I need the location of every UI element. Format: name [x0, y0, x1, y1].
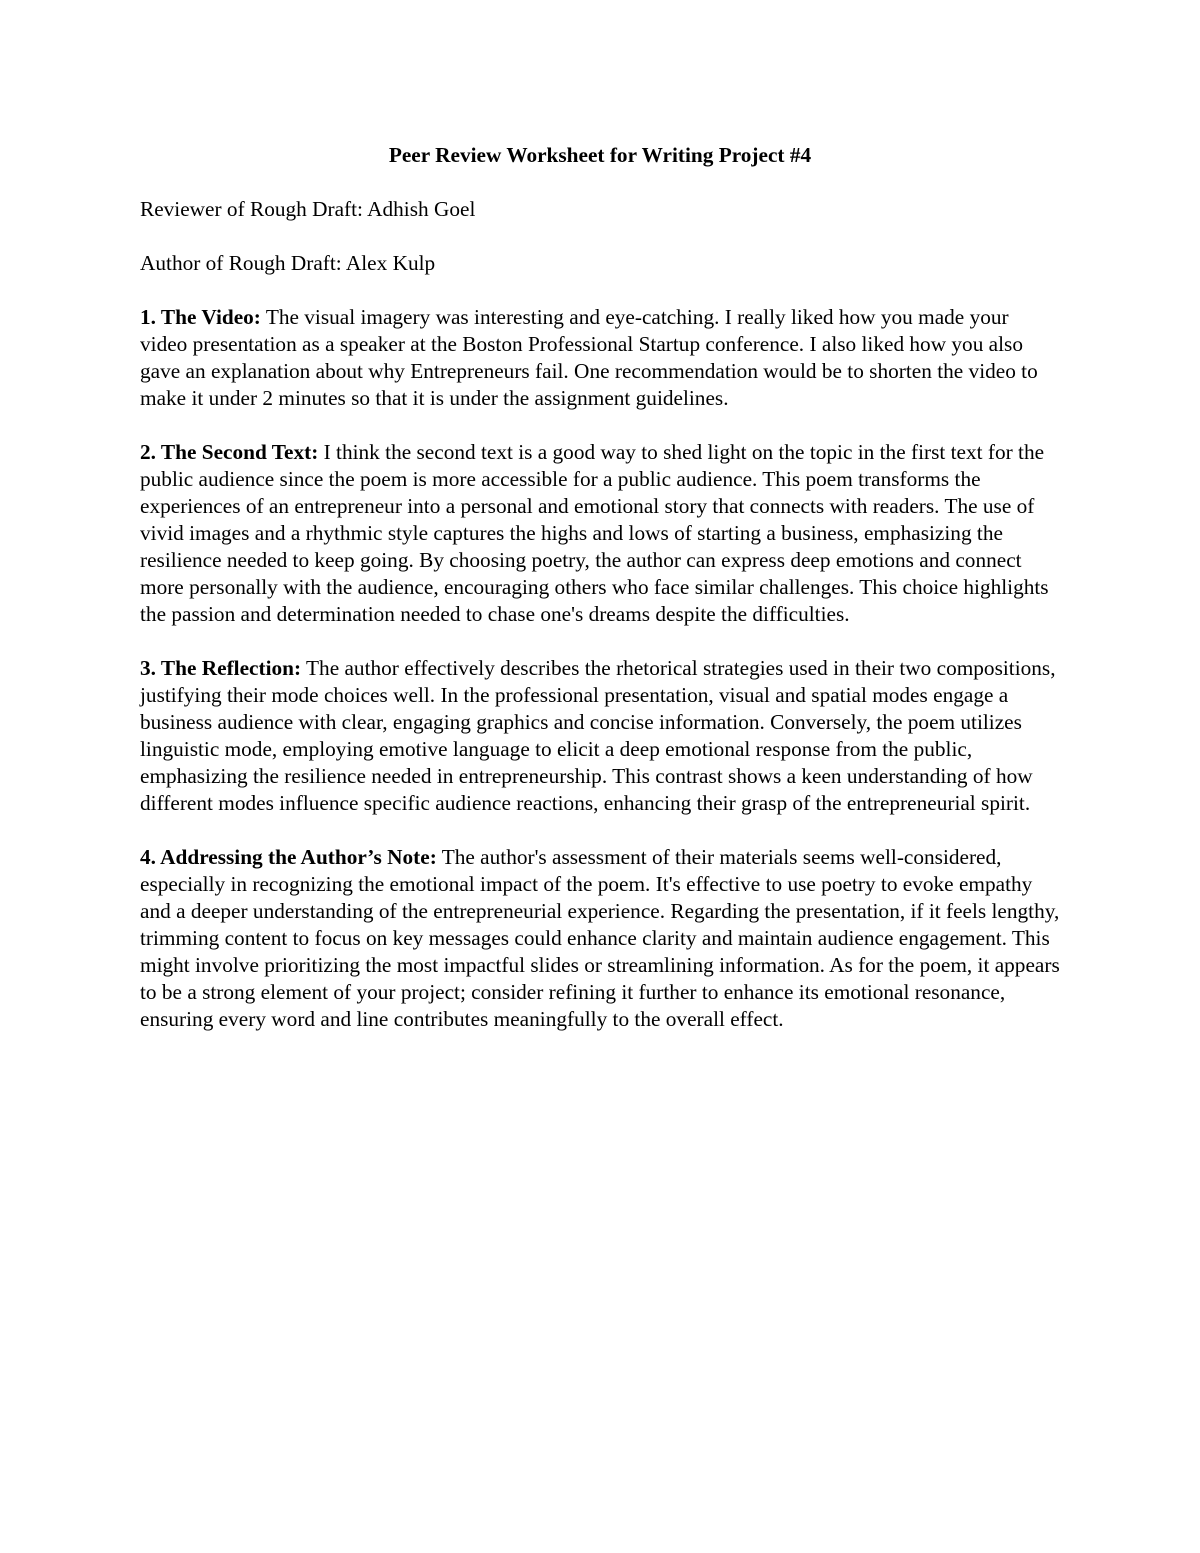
reviewer-line: Reviewer of Rough Draft: Adhish Goel — [140, 197, 476, 221]
section-authors-note — [140, 844, 1060, 1033]
document-title: Peer Review Worksheet for Writing Project #4 — [388, 143, 812, 167]
section-text: The author's assessment of their materials seems well-considered, especially in recognizing the emotional impact of the poem. It's effective to use poetry to evoke empathy and a deeper understanding of the entrepreneurial experience. Regarding the presentation, if it feels lengthy, trimming content to focus on key messages could enhance clarity and maintain audience engagement. This might involve prioritizing the most impactful slides or streamlining information. As for the poem, it appears to be a strong element of your project; consider refining it further to enhance its emotional resonance, ensuring every word and line contributes meaningfully to the overall effect. — [140, 845, 1060, 1031]
section-text: The author effectively describes the rhetorical strategies used in their two compositions, justifying their mode choices well. In the professional presentation, visual and spatial modes engage a business audience with clear, engaging graphics and concise information. Conversely, the poem utilizes linguistic mode, employing emotive language to elicit a deep emotional response from the public, emphasizing the resilience needed in entrepreneurship. This contrast shows a keen understanding of how different modes influence specific audience reactions, enhancing their grasp of the entrepreneurial spirit. — [140, 656, 1056, 815]
author-line: Author of Rough Draft: Alex Kulp — [140, 251, 436, 275]
section-reflection — [140, 655, 1060, 817]
section-heading: 4. Addressing the Author’s Note: — [140, 845, 437, 869]
section-heading: 2. The Second Text: — [140, 440, 319, 464]
document-body — [140, 142, 1060, 1060]
section-text: The visual imagery was interesting and eye-catching. I really liked how you made your video presentation as a speaker at the Boston Professional Startup conference. I also liked how you also gave an explanation about why Entrepreneurs fail. One recommendation would be to shorten the video to make it under 2 minutes so that it is under the assignment guidelines. — [140, 305, 1038, 410]
section-text: I think the second text is a good way to shed light on the topic in the first text for the public audience since the poem is more accessible for a public audience. This poem transforms the experiences of an entrepreneur into a personal and emotional story that connects with readers. The use of vivid images and a rhythmic style captures the highs and lows of starting a business, emphasizing the resilience needed to keep going. By choosing poetry, the author can express deep emotions and connect more personally with the audience, encouraging others who face similar challenges. This choice highlights the passion and determination needed to chase one's dreams despite the difficulties. — [140, 440, 1049, 626]
section-heading: 1. The Video: — [140, 305, 261, 329]
section-heading: 3. The Reflection: — [140, 656, 302, 680]
section-second-text — [140, 439, 1060, 628]
section-video — [140, 304, 1060, 412]
